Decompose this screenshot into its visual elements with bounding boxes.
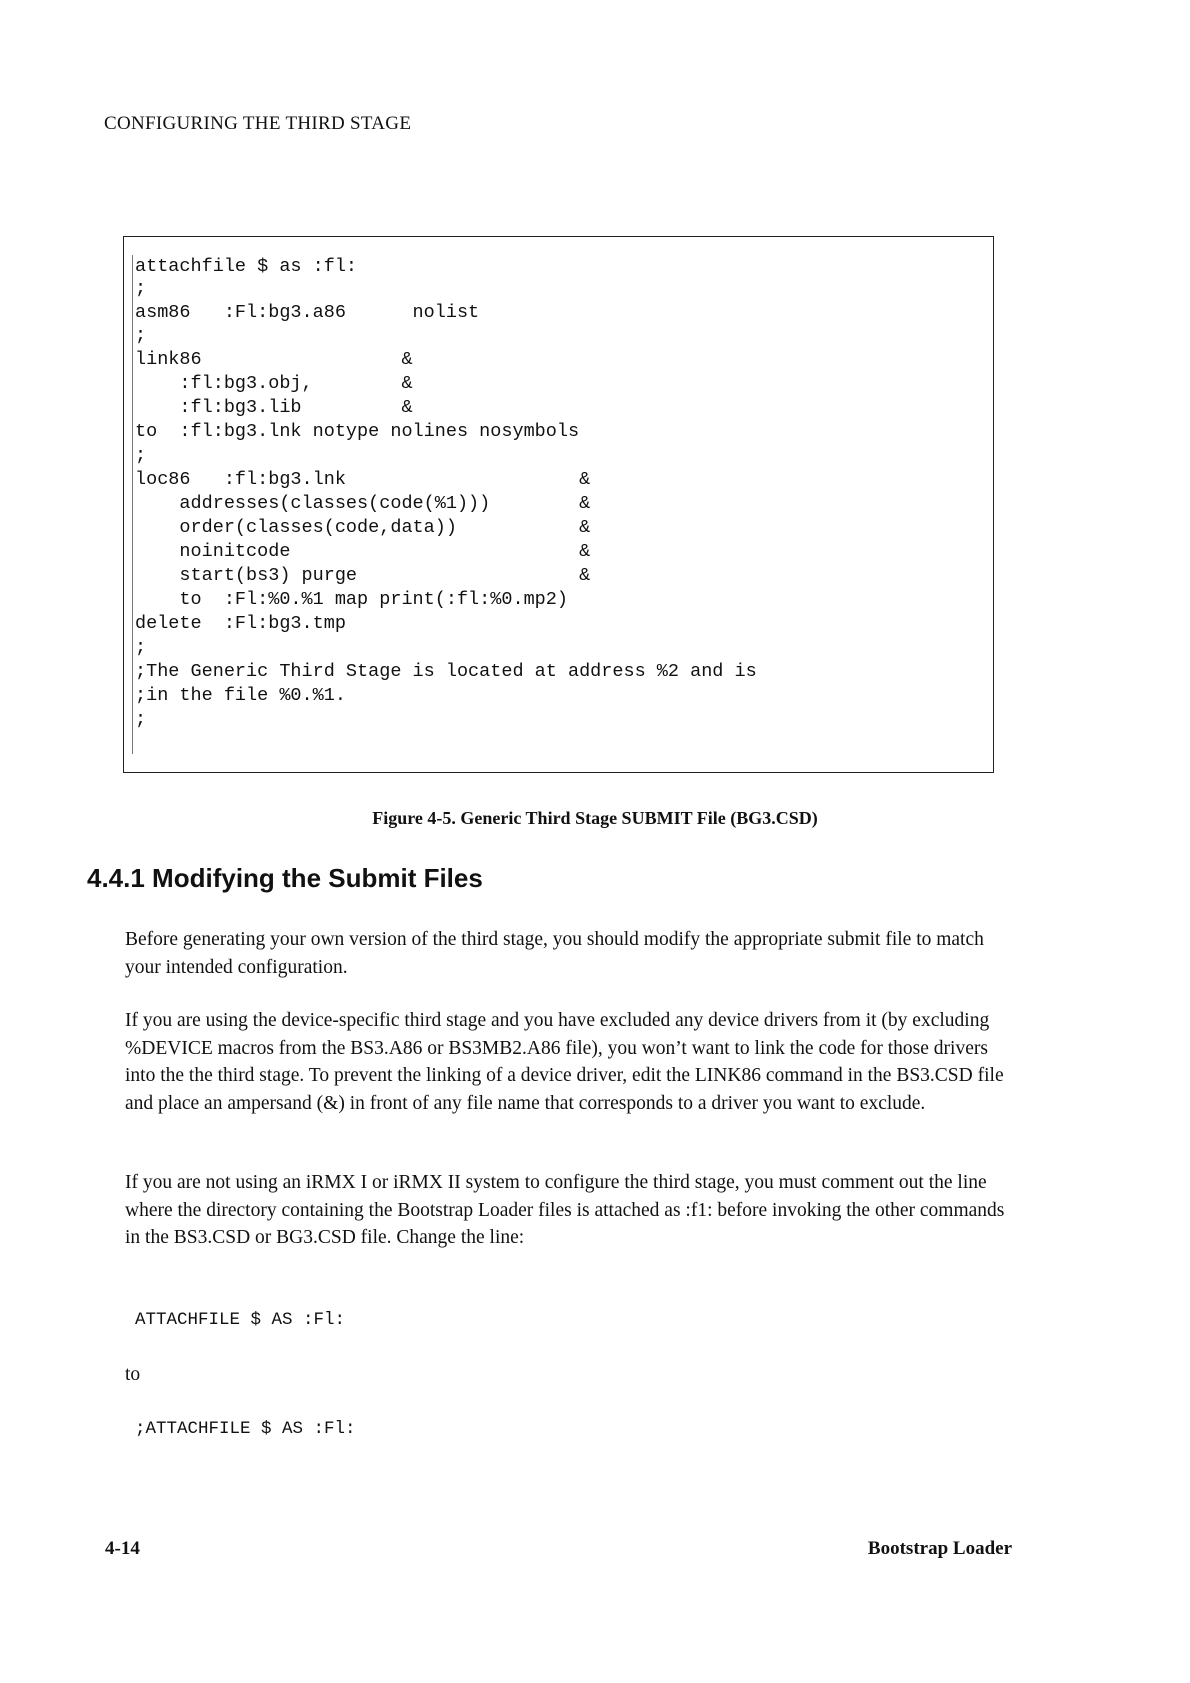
code-line: ;	[135, 278, 147, 299]
code-line: order(classes(code,data)) &	[135, 517, 591, 538]
page-number: 4-14	[105, 1538, 140, 1559]
code-line: :fl:bg3.lib &	[135, 397, 413, 418]
code-line: ;	[135, 325, 147, 346]
code-line: asm86 :Fl:bg3.a86 nolist	[135, 302, 480, 323]
section-heading: 4.4.1 Modifying the Submit Files	[87, 863, 483, 893]
body-paragraph: If you are using the device-specific third stage and you have excluded any device drivers from it (by excluding %DEVICE macros from the BS3.A86 or BS3MB2.A86 file), you won’t want to link the code for those drivers into the the third stage. To prevent the linking of a device driver, edit the LINK86 command in the BS3.CSD file and place an ampersand (&) in front of any file name that corresponds to a driver you want to exclude.	[125, 1010, 1004, 1114]
code-line: ;in the file %0.%1.	[135, 685, 346, 706]
body-paragraph: Before generating your own version of the third stage, you should modify the appropriate submit file to match your intended configuration.	[125, 929, 984, 978]
example-command-original: ATTACHFILE $ AS :Fl:	[135, 1310, 346, 1330]
code-line: ;	[135, 445, 147, 466]
code-line: :fl:bg3.obj, &	[135, 373, 413, 394]
body-paragraph: If you are not using an iRMX I or iRMX II system to configure the third stage, you must comment out the line where the directory containing the Bootstrap Loader files is attached as :f1: before invoking the other commands in the BS3.CSD or BG3.CSD file. Change the line:	[125, 1172, 1005, 1248]
connector-word: to	[125, 1364, 141, 1385]
code-line: link86 &	[135, 349, 413, 370]
code-line: ;	[135, 709, 147, 730]
code-line: addresses(classes(code(%1))) &	[135, 493, 591, 514]
code-line: noinitcode &	[135, 541, 591, 562]
example-command-commented: ;ATTACHFILE $ AS :Fl:	[135, 1419, 356, 1439]
manual-title: Bootstrap Loader	[867, 1538, 1012, 1559]
code-line: ;	[135, 637, 147, 658]
figure-caption: Figure 4-5. Generic Third Stage SUBMIT File (BG3.CSD)	[372, 808, 818, 828]
code-line: to :Fl:%0.%1 map print(:fl:%0.mp2)	[135, 589, 568, 610]
running-header: CONFIGURING THE THIRD STAGE	[104, 113, 412, 134]
code-line: attachfile $ as :fl:	[135, 256, 358, 277]
code-line: delete :Fl:bg3.tmp	[135, 613, 346, 634]
code-line: start(bs3) purge &	[135, 565, 591, 586]
code-line: to :fl:bg3.lnk notype nolines nosymbols	[135, 421, 580, 442]
code-line: ;The Generic Third Stage is located at address %2 and is	[135, 661, 757, 682]
code-line: loc86 :fl:bg3.lnk &	[135, 469, 591, 490]
